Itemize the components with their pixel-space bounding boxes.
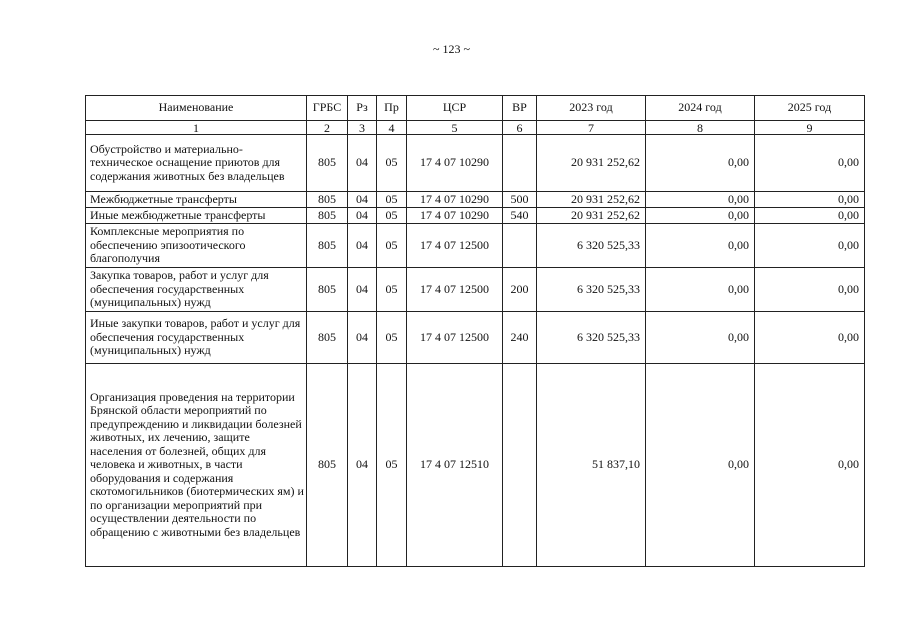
row-name: Межбюджетные трансферты (86, 192, 307, 208)
table-row (86, 268, 865, 312)
header-csr: ЦСР (407, 96, 503, 121)
row-pr: 05 (377, 135, 407, 192)
row-rz: 04 (348, 312, 377, 364)
row-vr (503, 224, 537, 268)
row-amount-2024: 0,00 (646, 268, 755, 312)
row-amount-2024: 0,00 (646, 224, 755, 268)
header-2024: 2024 год (646, 96, 755, 121)
row-name: Комплексные мероприятия по обеспечению эпизоотического благополучия (86, 224, 307, 268)
row-amount-2025: 0,00 (755, 364, 865, 567)
row-amount-2024: 0,00 (646, 192, 755, 208)
table-row (86, 364, 865, 567)
row-pr: 05 (377, 364, 407, 567)
row-csr: 17 4 07 12500 (407, 312, 503, 364)
column-number-row (86, 121, 865, 135)
row-rz: 04 (348, 208, 377, 224)
row-vr: 540 (503, 208, 537, 224)
row-rz: 04 (348, 268, 377, 312)
row-amount-2024: 0,00 (646, 364, 755, 567)
row-amount-2023: 20 931 252,62 (537, 192, 646, 208)
row-amount-2023: 6 320 525,33 (537, 268, 646, 312)
header-row (86, 96, 865, 121)
row-amount-2025: 0,00 (755, 208, 865, 224)
budget-table (85, 95, 865, 567)
column-number: 3 (348, 121, 377, 135)
row-pr: 05 (377, 208, 407, 224)
row-name: Организация проведения на территории Брянской области мероприятий по предупреждению и ликвидации болезней животных, их лечению, защите населения от болезней, общих для человека и животных, в части оборудования и содержания скотомогильников (биотермических ям) и по организации мероприятий при осуществлении деятельности по обращению с животными без владельцев (86, 364, 307, 567)
row-pr: 05 (377, 312, 407, 364)
column-number: 5 (407, 121, 503, 135)
column-number: 6 (503, 121, 537, 135)
row-name: Иные закупки товаров, работ и услуг для обеспечения государственных (муниципальных) нужд (86, 312, 307, 364)
row-amount-2023: 20 931 252,62 (537, 135, 646, 192)
row-vr: 200 (503, 268, 537, 312)
column-number: 1 (86, 121, 307, 135)
header-pr: Пр (377, 96, 407, 121)
row-amount-2024: 0,00 (646, 312, 755, 364)
row-grbs: 805 (307, 135, 348, 192)
header-vr: ВР (503, 96, 537, 121)
header-grbs: ГРБС (307, 96, 348, 121)
row-pr: 05 (377, 268, 407, 312)
row-csr: 17 4 07 10290 (407, 192, 503, 208)
table-row (86, 208, 865, 224)
row-amount-2025: 0,00 (755, 224, 865, 268)
row-amount-2024: 0,00 (646, 208, 755, 224)
row-vr (503, 364, 537, 567)
row-amount-2024: 0,00 (646, 135, 755, 192)
row-vr: 500 (503, 192, 537, 208)
row-csr: 17 4 07 12500 (407, 268, 503, 312)
row-csr: 17 4 07 10290 (407, 208, 503, 224)
row-csr: 17 4 07 12500 (407, 224, 503, 268)
header-name: Наименование (86, 96, 307, 121)
table-row (86, 192, 865, 208)
row-grbs: 805 (307, 208, 348, 224)
row-grbs: 805 (307, 268, 348, 312)
row-pr: 05 (377, 224, 407, 268)
row-amount-2025: 0,00 (755, 192, 865, 208)
row-rz: 04 (348, 135, 377, 192)
page-number: ~ 123 ~ (433, 42, 470, 56)
column-number: 4 (377, 121, 407, 135)
row-amount-2023: 20 931 252,62 (537, 208, 646, 224)
row-amount-2025: 0,00 (755, 312, 865, 364)
column-number: 9 (755, 121, 865, 135)
row-csr: 17 4 07 12510 (407, 364, 503, 567)
row-name: Обустройство и материально-техническое оснащение приютов для содержания животных без владельцев (86, 135, 307, 192)
row-amount-2023: 51 837,10 (537, 364, 646, 567)
row-grbs: 805 (307, 192, 348, 208)
header-2023: 2023 год (537, 96, 646, 121)
column-number: 8 (646, 121, 755, 135)
column-number: 7 (537, 121, 646, 135)
header-rz: Рз (348, 96, 377, 121)
row-grbs: 805 (307, 224, 348, 268)
row-rz: 04 (348, 364, 377, 567)
row-grbs: 805 (307, 364, 348, 567)
row-grbs: 805 (307, 312, 348, 364)
table-row (86, 135, 865, 192)
row-rz: 04 (348, 224, 377, 268)
header-2025: 2025 год (755, 96, 865, 121)
table-row (86, 224, 865, 268)
row-amount-2023: 6 320 525,33 (537, 312, 646, 364)
row-amount-2023: 6 320 525,33 (537, 224, 646, 268)
row-csr: 17 4 07 10290 (407, 135, 503, 192)
row-amount-2025: 0,00 (755, 135, 865, 192)
row-pr: 05 (377, 192, 407, 208)
row-name: Закупка товаров, работ и услуг для обеспечения государственных (муниципальных) нужд (86, 268, 307, 312)
row-rz: 04 (348, 192, 377, 208)
row-amount-2025: 0,00 (755, 268, 865, 312)
column-number: 2 (307, 121, 348, 135)
row-vr (503, 135, 537, 192)
table-row (86, 312, 865, 364)
row-name: Иные межбюджетные трансферты (86, 208, 307, 224)
row-vr: 240 (503, 312, 537, 364)
